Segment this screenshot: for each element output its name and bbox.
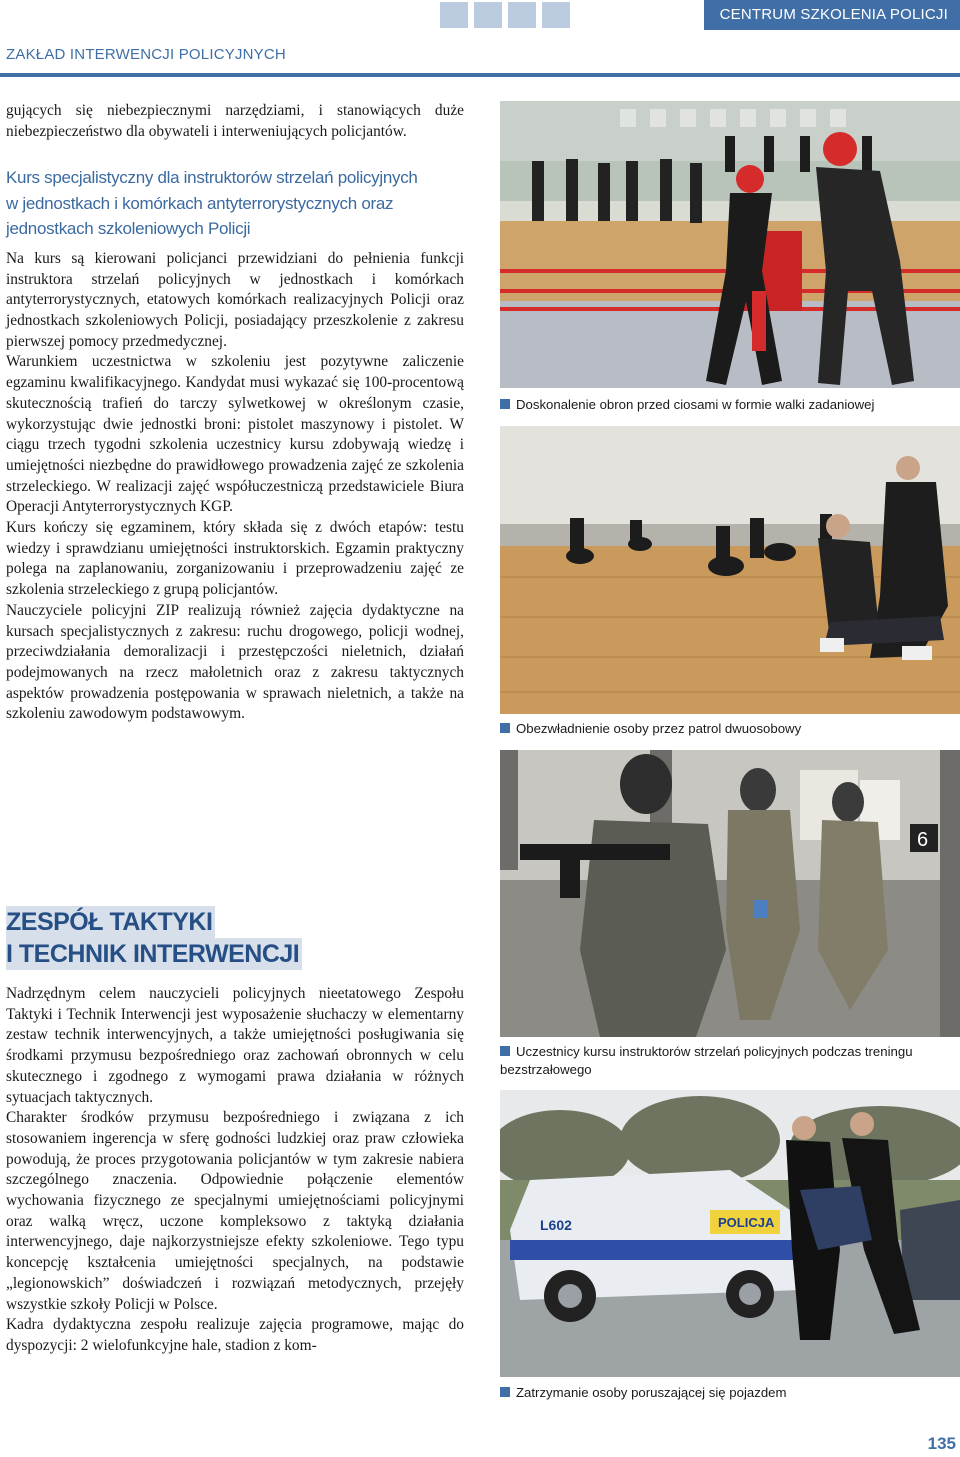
car-plate: L602 [540, 1217, 572, 1233]
section-title-line-1: ZESPÓŁ TAKTYKI [6, 906, 215, 938]
header-square-4 [542, 2, 570, 28]
car-label: POLICJA [718, 1215, 775, 1230]
caption-2-text: Obezwładnienie osoby przez patrol dwuosobowy [516, 721, 802, 736]
caption-1-text: Doskonalenie obron przed ciosami w formie walki zadaniowej [516, 397, 875, 412]
header-title: CENTRUM SZKOLENIA POLICJI [704, 0, 960, 30]
section-paragraph-2: Charakter środków przymusu bezpośredniego i związana z ich stosowaniem ingerencja w sferę godności ludzkiej oraz praw człowieka powodują, że proces przygotowania policjantów w tym zakresie nabiera szczególnego znaczenia. Odpowiednie połączenie elementów wychowania fizycznego ze specjalnymi umiejętnościami policyjnymi oraz walką wręcz, uczone kompleksowo z taktyką działania interwencyjnego, daje najkorzystniejsze efekty szkoleniowe. Tego typu koncepcję kształcenia umiejętności specjalnych, na podstawie „legionowskich” doświadczeń i rozwiązań metodycznych, przejęły wszystkie szkoły Policji w Polsce. [6, 1109, 464, 1313]
photo-tactical-training [500, 750, 960, 1037]
page-number: 135 [927, 1434, 956, 1453]
caption-1 [500, 396, 956, 414]
caption-3-text: Uczestnicy kursu instruktorów strzelań policyjnych podczas treningu bezstrzałowego [500, 1044, 913, 1077]
caption-4-text: Zatrzymanie osoby poruszającej się pojazdem [516, 1385, 787, 1400]
section-title [6, 906, 302, 970]
header-subtitle: ZAKŁAD INTERWENCJI POLICYJNYCH [6, 46, 286, 63]
caption-bullet-icon [500, 399, 510, 409]
caption-bullet-icon [500, 723, 510, 733]
intro-paragraph: gujących się niebezpiecznymi narzędziami, i stanowiących duże niebezpieczeństwo dla obywateli i interweniujących policjantów. [6, 102, 464, 140]
course-heading: Kurs specjalistyczny dla instruktorów strzelań policyjnych w jednostkach i komórkach antyterrorystycznych oraz jednostkach szkoleniowych Policji [6, 168, 418, 239]
caption-3 [500, 1043, 956, 1079]
text-column-bottom [6, 984, 464, 1357]
caption-4 [500, 1384, 956, 1402]
section-paragraph-3: Kadra dydaktyczna zespołu realizuje zajęcia programowe, mając do dyspozycji: 2 wielofunkcyjne hale, stadion z kom- [6, 1316, 464, 1354]
course-paragraph-3: Kurs kończy się egzaminem, który składa się z dwóch etapów: testu wiedzy i sprawdzianu umiejętności instruktorskich. Egzamin praktyczny polega na zaplanowaniu, zorganizowaniu i przeprowadzeniu zajęć ze szkolenia strzeleckiego z grupą policjantów. [6, 519, 464, 599]
target-number: 6 [917, 829, 929, 851]
photo-boxing-training [500, 101, 960, 388]
header-square-3 [508, 2, 536, 28]
header-rule [0, 73, 960, 77]
course-paragraph-1: Na kurs są kierowani policjanci przewidziani do pełnienia funkcji instruktora strzelań policyjnych w jednostkach i komórkach antyterrorystycznych, etatowych komórkach realizacyjnych Policji oraz jednostkach szkoleniowych Policji, posiadający przeszkolenie z zakresu pierwszej pomocy przedmedycznej. [6, 249, 464, 350]
photo-gym-restraint [500, 426, 960, 714]
course-paragraph-2: Warunkiem uczestnictwa w szkoleniu jest pozytywne zaliczenie egzaminu kwalifikacyjnego. Kandydat musi wykazać się 100-procentową skutecznością trafień do tarczy sylwetkowej w określonym czasie, wykorzystując dwie jednostki broni: pistolet maszynowy i pistolet. W ciągu trzech tygodni szkolenia uczestnicy kursu zdobywają wiedzę i umiejętności niezbędne do prawidłowego prowadzenia zajęć ze szkolenia strzeleckiego. W realizacji zajęć współuczestniczą przedstawiciele Biura Operacji Antyterrorystycznych KGP. [6, 353, 464, 516]
caption-2 [500, 720, 956, 738]
caption-bullet-icon [500, 1387, 510, 1397]
course-paragraph-4: Nauczyciele policyjni ZIP realizują również zajęcia dydaktyczne na kursach specjalistycznych z zakresu: ruchu drogowego, policji wodnej, przeciwdziałania demoralizacji i przestępczości nieletnich, działań podejmowanych na rzecz małoletnich oraz z zakresu taktycznych aspektów prowadzenia postępowania w sprawach nieletnich, a także na szkoleniu zawodowym podstawowym. [6, 601, 464, 723]
photo-vehicle-arrest [500, 1090, 960, 1377]
section-title-line-2: I TECHNIK INTERWENCJI [6, 938, 302, 970]
header-square-1 [440, 2, 468, 28]
caption-bullet-icon [500, 1046, 510, 1056]
section-paragraph-1: Nadrzędnym celem nauczycieli policyjnych nieetatowego Zespołu Taktyki i Technik Interwencji jest wyposażenie słuchaczy w elementarny zestaw technik interwencyjnych, a także umiejętności posługiwania się środkami przymusu bezpośredniego oraz zachowań obronnych w celu skutecznego i zgodnego z wymogami prawa działania w różnych sytuacjach taktycznych. [6, 985, 464, 1106]
text-column-top [6, 101, 464, 725]
header-square-2 [474, 2, 502, 28]
